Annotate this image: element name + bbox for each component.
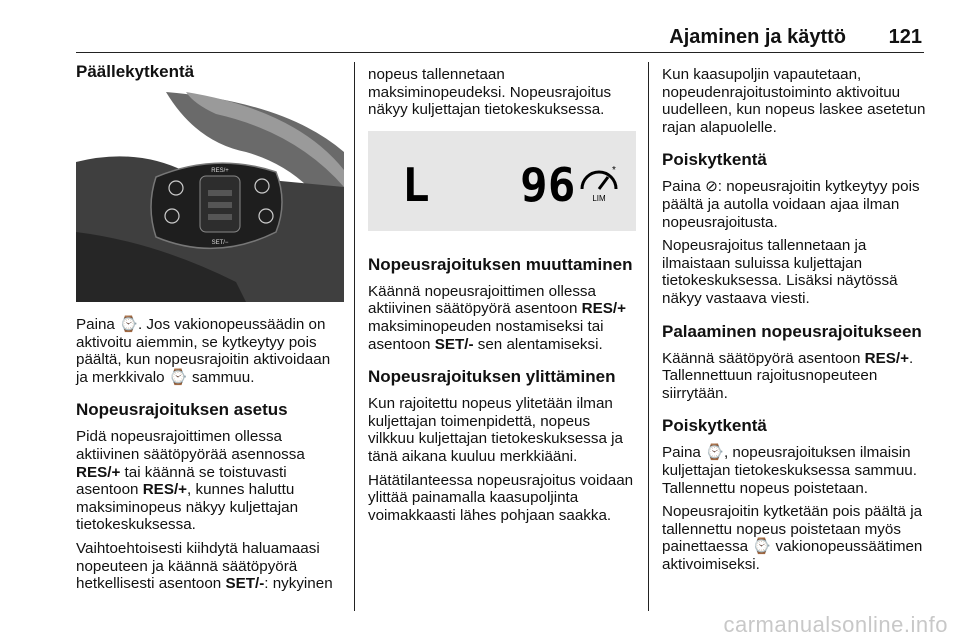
speed-limiter-display-image: [368, 131, 636, 231]
paragraph: Kun rajoitettu nopeus ylitetään ilman kuljettajan toimenpidettä, nopeus vilkkuu kuljettajan tietokeskuksessa ja tänä aikana kuuluu merkkiääni.: [368, 395, 623, 465]
heading-switch-on: Päällekytkentä: [76, 62, 195, 81]
page-number: 121: [888, 26, 922, 48]
heading-switch-off: Poiskytkentä: [662, 150, 767, 170]
paragraph: Käännä nopeusrajoittimen ollessa aktiivinen säätöpyörä asentoon RES/+ maksiminopeuden nostamiseksi tai asentoon SET/- sen alentamiseksi.: [368, 282, 626, 353]
paragraph: Käännä säätöpyörä asentoon RES/+. Tallennettuun rajoitusnopeuteen siirrytään.: [662, 349, 914, 402]
paragraph: Paina ⌚. Jos vakionopeussäädin on aktivoitu aiemmin, se kytkeytyy pois päältä, kun nopeusrajoitin aktivoidaan ja merkkivalo ⌚ sammuu.: [76, 316, 331, 386]
heading-limit-setting: Nopeusrajoituksen asetus: [76, 400, 288, 420]
heading-switch-off-2: Poiskytkentä: [662, 416, 767, 436]
wheel-label-set: SET/−: [211, 240, 229, 246]
paragraph: Hätätilanteessa nopeusrajoitus voidaan ylittää painamalla kaasupoljinta voimakkaasti lähes pohjaan saakka.: [368, 471, 634, 524]
watermark: carmanualsonline.info: [723, 612, 948, 637]
column-3: [662, 66, 930, 579]
display-gear-letter: L: [402, 157, 430, 212]
column-1: [76, 62, 344, 599]
heading-return-to-limit: Palaaminen nopeusrajoitukseen: [662, 321, 922, 341]
paragraph: Nopeusrajoitus tallennetaan ja ilmaistaan suluissa kuljettajan tietokeskuksessa. Lisäksi näytössä näkyy vastaava viesti.: [662, 237, 898, 307]
column-2: [368, 66, 636, 530]
paragraph: nopeus tallennetaan maksiminopeudeksi. Nopeusrajoitus näkyy kuljettajan tietokeskuksessa.: [368, 66, 612, 119]
paragraph: Nopeusrajoitin kytketään pois päältä ja tallennettu nopeus poistetaan myös painettaessa ⌚ vakionopeussäätimen aktivoimiseksi.: [662, 503, 923, 573]
paragraph: Pidä nopeusrajoittimen ollessa aktiivinen säätöpyörää asennossa RES/+ tai käännä se toistuvasti asentoon RES/+, kunnes haluttu maksiminopeus näkyy kuljettajan tietokeskuksessa.: [76, 428, 305, 534]
svg-text:LIM: LIM: [592, 193, 606, 203]
paragraph: Vaihtoehtoisesti kiihdytä haluamaasi nopeuteen ja käännä säätöpyörä hetkellisesti asentoon SET/-: nykyinen: [76, 539, 333, 593]
heading-exceeding-limit: Nopeusrajoituksen ylittäminen: [368, 367, 616, 387]
paragraph: Kun kaasupoljin vapautetaan, nopeudenrajoitustoiminto aktivoituu uudelleen, kun nopeus laskee asetetun rajan alapuolelle.: [662, 66, 926, 136]
wheel-label-res: RES/+: [211, 168, 229, 174]
heading-changing-limit: Nopeusrajoituksen muuttaminen: [368, 254, 633, 274]
paragraph: Paina ⊘: nopeusrajoitin kytkeytyy pois päältä ja autolla voidaan ajaa ilman nopeusrajoitusta.: [662, 178, 920, 231]
steering-wheel-image: [76, 92, 344, 302]
column-divider: [648, 62, 649, 611]
page-header: [76, 22, 924, 53]
svg-text:*: *: [612, 164, 616, 176]
paragraph: Paina ⌚, nopeusrajoituksen ilmaisin kuljettajan tietokeskuksessa sammuu. Tallennettu nopeus poistetaan.: [662, 444, 917, 497]
column-divider: [354, 62, 355, 611]
display-speed: 96: [520, 157, 576, 212]
section-title: Ajaminen ja käyttö: [669, 26, 846, 48]
